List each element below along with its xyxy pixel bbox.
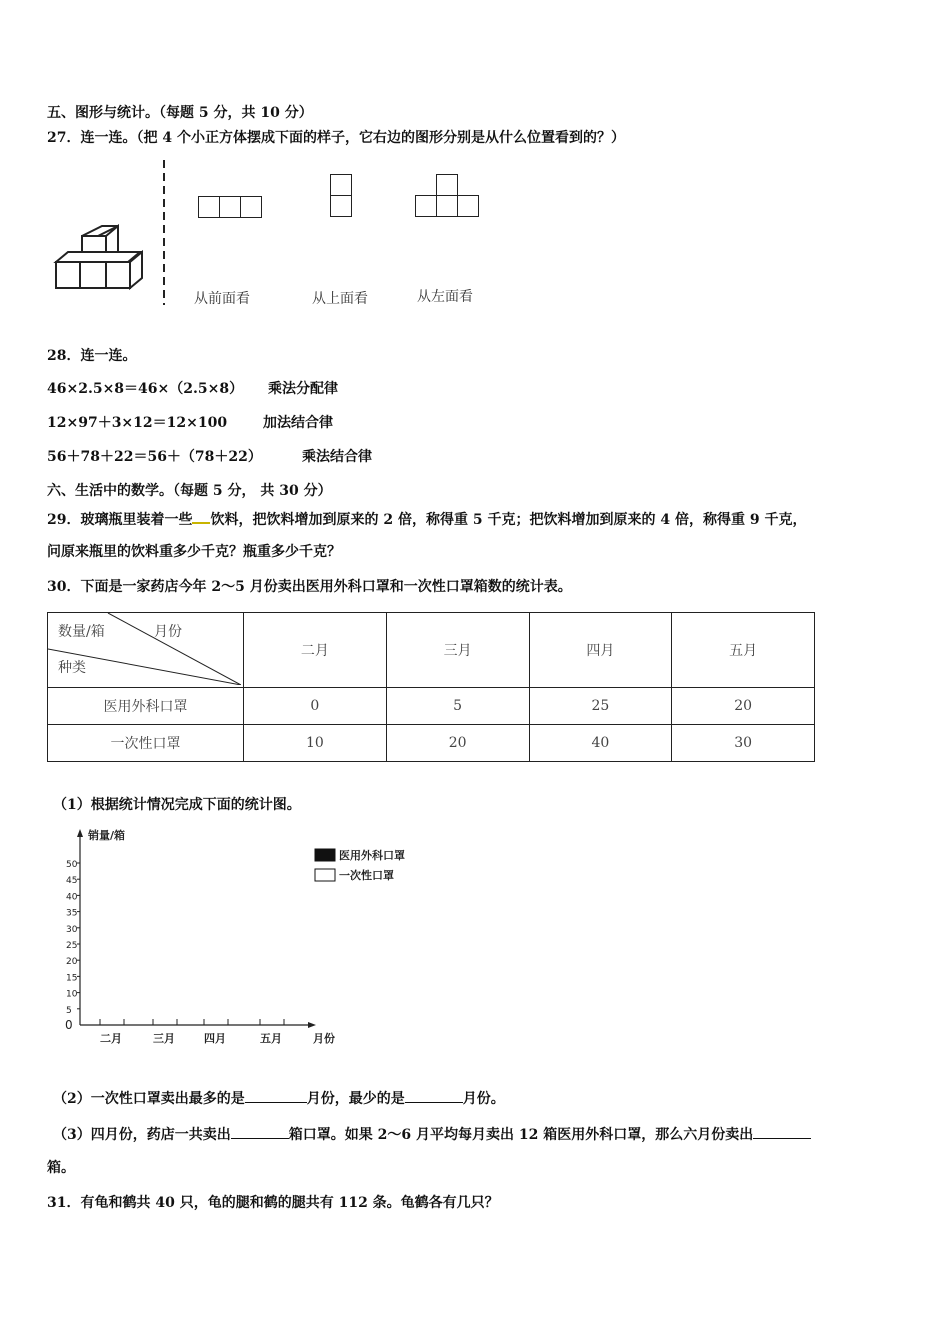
y-tick-label: 40 [66,892,78,903]
corner-label-month: 月份 [154,624,182,640]
q28-expr-3: 56＋78＋22＝56＋（78＋22） [47,449,262,465]
y-tick-label: 15 [66,973,78,984]
y-axis-label: 销量/箱 [88,829,126,842]
y-tick-label: 10 [66,989,78,1000]
mask-sales-table [47,612,815,762]
header-month-mar: 三月 [386,613,529,688]
legend-label-surgical: 医用外科口罩 [339,849,405,862]
q30-sub3-part2: 箱口罩。如果 2～6 月平均每月卖出 12 箱医用外科口罩，那么六月份卖出 [288,1127,754,1143]
q30-sub2 [53,1088,505,1108]
cube-stack-drawing [50,210,160,350]
x-axis-arrow [308,1022,316,1028]
header-month-apr: 四月 [529,613,672,688]
q29-blank[interactable] [192,508,210,524]
answer-blank-april-total[interactable] [231,1124,289,1139]
q30-sub3-end: 箱。 [47,1160,75,1176]
corner-label-quantity: 数量/箱 [58,624,105,640]
legend-swatch-surgical [315,849,335,861]
table-cell: 40 [529,725,672,762]
q28-law-1: 乘法分配律 [268,381,338,397]
y-tick-label: 0 [65,1018,73,1032]
label-top-view: 从上面看 [312,291,368,307]
answer-blank-june-sales[interactable] [753,1124,811,1139]
table-corner-header [48,613,244,688]
table-cell: 10 [244,725,387,762]
q28-law-3: 乘法结合律 [302,449,372,465]
header-month-feb: 二月 [244,613,387,688]
question-30-text: 30．下面是一家药店今年 2～5 月份卖出医用外科口罩和一次性口罩箱数的统计表。 [47,579,572,595]
q29-part1: 29．玻璃瓶里装着一些 [47,512,193,528]
label-left-view: 从左面看 [417,289,473,305]
q30-sub3-part1: （3）四月份，药店一共卖出 [53,1127,231,1143]
y-tick-label: 25 [66,941,78,951]
q30-sub2-part2: 月份，最少的是 [306,1091,405,1107]
table-row [48,725,815,762]
q28-expr-2: 12×97＋3×12＝12×100 [47,415,228,431]
legend-swatch-disposable [315,869,335,881]
x-category-label: 四月 [204,1032,226,1045]
table-cell: 20 [672,688,815,725]
row-name-surgical-mask: 医用外科口罩 [48,688,244,725]
x-axis-label: 月份 [313,1032,335,1045]
cube-views-figure [50,160,500,320]
table-cell: 25 [529,688,672,725]
header-month-may: 五月 [672,613,815,688]
table-row [48,688,815,725]
question-27-text: 27．连一连。（把 4 个小正方体摆成下面的样子，它右边的图形分别是从什么位置看到的？） [47,130,625,146]
table-cell: 5 [386,688,529,725]
table-cell: 30 [672,725,815,762]
corner-label-type: 种类 [58,660,86,676]
q28-law-2: 加法结合律 [263,415,333,431]
dashed-divider [161,160,167,305]
label-front-view: 从前面看 [194,291,250,307]
question-28-title: 28．连一连。 [47,348,137,364]
q30-sub2-part3: 月份。 [462,1091,505,1107]
question-29-line-1 [47,508,806,529]
q30-sub2-part1: （2）一次性口罩卖出最多的是 [53,1091,245,1107]
x-category-label: 三月 [153,1032,175,1045]
answer-blank-least-month[interactable] [405,1088,463,1103]
q30-sub1: （1）根据统计情况完成下面的统计图。 [53,797,301,813]
y-tick-label: 20 [66,957,78,968]
x-category-label: 五月 [260,1032,282,1045]
x-category-label: 二月 [100,1032,122,1045]
table-cell: 0 [244,688,387,725]
y-tick-label: 30 [66,924,78,935]
table-cell: 20 [386,725,529,762]
section-six-title: 六、生活中的数学。（每题 5 分， 共 30 分） [47,483,332,499]
row-name-disposable-mask: 一次性口罩 [48,725,244,762]
answer-blank-most-month[interactable] [245,1088,307,1103]
bar-chart-area [50,825,450,1055]
question-29-line-2: 问原来瓶里的饮料重多少千克？瓶重多少千克？ [47,544,341,560]
q29-part2: 饮料，把饮料增加到原来的 2 倍，称得重 5 千克；把饮料增加到原来的 4 倍，称得重 9 千克， [210,512,807,528]
y-tick-label: 50 [66,860,78,870]
section-five-title: 五、图形与统计。（每题 5 分，共 10 分） [47,105,313,121]
q30-sub3 [53,1124,811,1144]
y-tick-label: 5 [66,1005,72,1016]
y-axis-arrow [77,829,83,837]
bar-chart [50,825,450,1055]
legend-label-disposable: 一次性口罩 [339,869,394,882]
y-tick-label: 35 [66,908,78,919]
question-31-text: 31．有龟和鹤共 40 只，龟的腿和鹤的腿共有 112 条。龟鹤各有几只？ [47,1195,499,1211]
q28-expr-1: 46×2.5×8＝46×（2.5×8） [47,381,244,397]
y-tick-label: 45 [66,876,78,887]
